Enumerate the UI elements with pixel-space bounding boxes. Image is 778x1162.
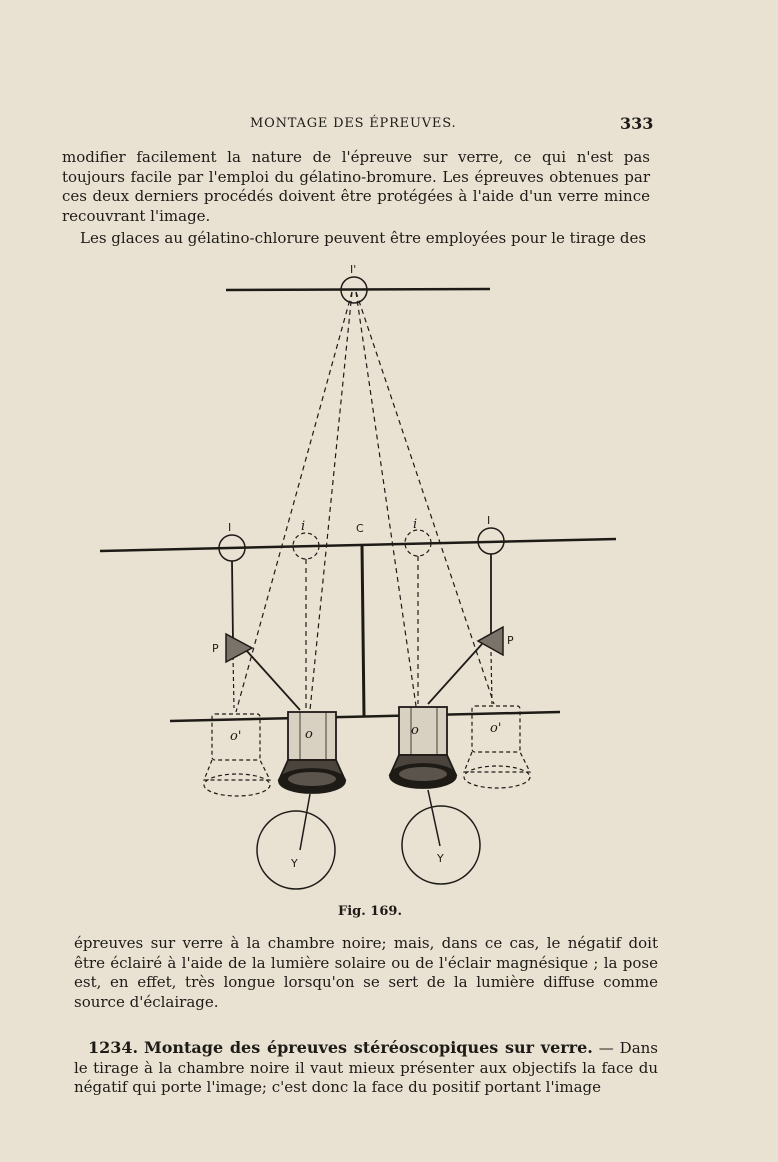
- section-text: — Dans le tirage à la chambre noire il vaut mieux présenter aux objectifs la face du négatif qui porte l'image; c'est donc la face du positif portant l'image: [74, 1039, 658, 1096]
- label-image-left: I: [228, 521, 232, 534]
- label-top-image: I': [350, 263, 357, 276]
- label-center: C: [356, 522, 364, 535]
- figure-caption: Fig. 169.: [338, 904, 402, 919]
- stereoscopic-diagram: [0, 250, 778, 900]
- label-ghost-right: o': [490, 721, 502, 736]
- paragraph-3: épreuves sur verre à la chambre noire; mais, dans ce cas, le négatif doit être éclairé à l'aide de la lumière solaire ou de l'éclair magnésique ; la pose est, en effet, très longue lorsqu'on se sert de la lumière diffuse comme source d'éclairage.: [74, 934, 658, 1011]
- paragraph-2: Les glaces au gélatino-chlorure peuvent être employées pour le tirage des: [80, 229, 647, 247]
- objective-left: [279, 712, 345, 793]
- ghost-objective-right: [464, 706, 530, 788]
- label-eye-right: Y: [437, 852, 444, 865]
- page-number: 333: [620, 114, 654, 133]
- center-partition: [362, 545, 364, 716]
- label-prism-right: P: [507, 634, 514, 647]
- top-plane-line: [226, 289, 490, 290]
- ray-left-vertical: [232, 561, 233, 642]
- section-title: Montage des épreuves stéréoscopiques sur verre.: [144, 1038, 593, 1057]
- label-prism-left: P: [212, 642, 219, 655]
- ray-prism-right: [428, 644, 482, 704]
- label-eye-left: Y: [291, 857, 298, 870]
- running-title: MONTAGE DES ÉPREUVES.: [250, 116, 457, 131]
- label-ghost-left: o': [230, 729, 242, 744]
- eye-left: [257, 811, 335, 889]
- ghost-objective-left: [204, 714, 270, 796]
- convergent-rays: [236, 292, 494, 712]
- paragraph-4: [74, 1038, 658, 1098]
- paragraph-1: modifier facilement la nature de l'épreuve sur verre, ce qui n'est pas toujours facile par l'emploi du gélatino-bromure. Les épreuves obtenues par ces deux derniers procédés doivent être protégées à l'aide d'un verre mince recouvrant l'image.: [62, 148, 650, 225]
- label-objective-right: o: [411, 723, 419, 738]
- label-objective-left: o: [305, 727, 313, 742]
- label-image-right: I: [487, 514, 491, 527]
- ray-prism-left: [246, 650, 300, 710]
- label-virtual-right: i: [413, 517, 418, 532]
- middle-plane-line: [100, 539, 616, 551]
- label-virtual-left: i: [301, 519, 306, 534]
- eye-right: [402, 806, 480, 884]
- section-number: 1234.: [88, 1038, 139, 1057]
- prism-left: [226, 634, 252, 662]
- objective-right: [390, 707, 456, 788]
